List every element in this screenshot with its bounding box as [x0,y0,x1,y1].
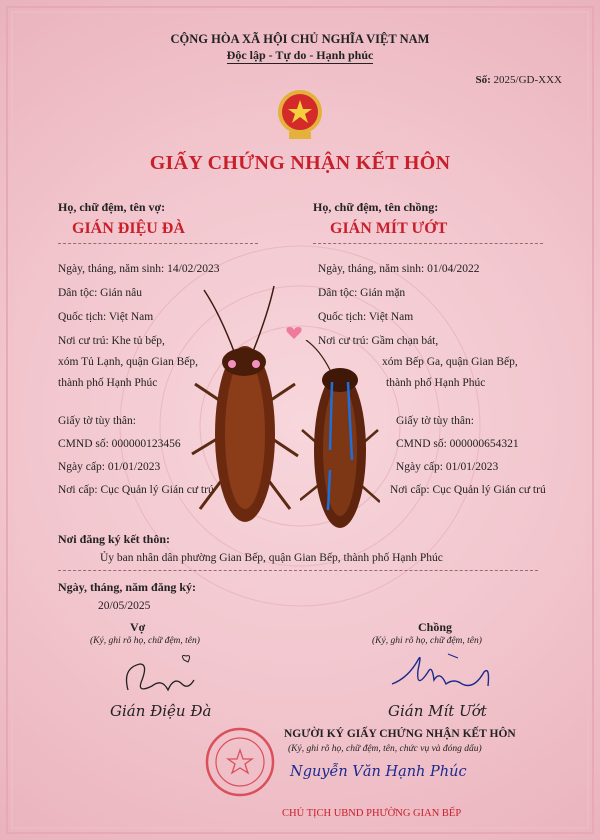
wife-nationality: Quốc tịch: Việt Nam [58,311,154,323]
national-motto: Độc lập - Tự do - Hạnh phúc [226,48,374,62]
husband-residence-line-3: thành phố Hạnh Phúc [386,377,486,389]
wife-id-place: Nơi cấp: Cục Quản lý Gián cư trú [58,484,214,496]
wife-id-number: CMND số: 000000123456 [58,438,181,450]
registration-place-value: Ủy ban nhân dân phường Gian Bếp, quận Gian Bếp, thành phố Hạnh Phúc [100,552,443,564]
wife-name-underline [58,243,258,244]
husband-name-underline [313,243,543,244]
registration-date-value: 20/05/2025 [98,600,151,612]
husband-id-number: CMND số: 000000654321 [396,438,519,450]
husband-residence-line-2: xóm Bếp Ga, quận Gian Bếp, [382,356,518,368]
wife-dob: Ngày, tháng, năm sinh: 14/02/2023 [58,263,220,275]
husband-signature-hint: (Ký, ghi rõ họ, chữ đệm, tên) [372,636,482,646]
national-emblem-icon [275,88,325,142]
wife-residence-line-3: thành phố Hạnh Phúc [58,377,158,389]
husband-id-place: Nơi cấp: Cục Quản lý Gián cư trú [390,484,546,496]
wife-residence-line-2: xóm Tủ Lạnh, quận Gian Bếp, [58,356,198,368]
signer-signature: Nguyễn Văn Hạnh Phúc [290,764,467,780]
heart-icon [286,326,302,340]
husband-residence-line-1: Nơi cư trú: Gầm chạn bát, [318,335,439,347]
wife-signature-label: Vợ [130,620,146,634]
husband-handwritten-signature [388,650,498,698]
husband-id-label: Giấy tờ tùy thân: [396,415,474,427]
husband-id-date: Ngày cấp: 01/01/2023 [396,461,499,473]
husband-signature-name: Gián Mít Ướt [388,702,487,720]
wife-cockroach-illustration [190,284,300,534]
certificate-title: GIẤY CHỨNG NHẬN KẾT HÔN [149,152,451,174]
wife-id-label: Giấy tờ tùy thân: [58,415,136,427]
wife-ethnicity: Dân tộc: Gián nâu [58,287,142,299]
signer-title: CHỦ TỊCH UBND PHƯỜNG GIAN BẾP [282,808,462,819]
wife-residence-line-1: Nơi cư trú: Khe tủ bếp, [58,335,165,347]
wife-signature-hint: (Ký, ghi rõ họ, chữ đệm, tên) [90,636,200,646]
official-red-seal-icon [204,726,276,798]
country-name: CỘNG HÒA XÃ HỘI CHỦ NGHĨA VIỆT NAM [170,32,430,46]
signer-label: NGƯỜI KÝ GIẤY CHỨNG NHẬN KẾT HÔN [284,728,516,740]
husband-nationality: Quốc tịch: Việt Nam [318,311,414,323]
registration-place-underline [58,570,538,571]
wife-name-label: Họ, chữ đệm, tên vợ: [58,200,166,214]
husband-ethnicity: Dân tộc: Gián mặn [318,287,406,299]
wife-signature-name: Gián Điệu Đà [110,702,212,720]
husband-name-label: Họ, chữ đệm, tên chồng: [313,200,439,214]
husband-dob: Ngày, tháng, năm sinh: 01/04/2022 [318,263,480,275]
registration-place-label: Nơi đăng ký kết thôn: [58,532,171,546]
husband-signature-label: Chồng [418,620,453,634]
registration-date-label: Ngày, tháng, năm đăng ký: [58,580,197,594]
signer-hint: (Ký, ghi rõ họ, chữ đệm, tên, chức vụ và đóng dấu) [288,744,482,754]
wife-handwritten-signature [118,650,198,702]
husband-cockroach-illustration [300,340,380,540]
wife-name: GIÁN ĐIỆU ĐÀ [72,220,185,237]
wife-id-date: Ngày cấp: 01/01/2023 [58,461,161,473]
document-number: Số: 2025/GD-XXX [475,74,562,86]
husband-name: GIÁN MÍT ƯỚT [330,220,448,237]
